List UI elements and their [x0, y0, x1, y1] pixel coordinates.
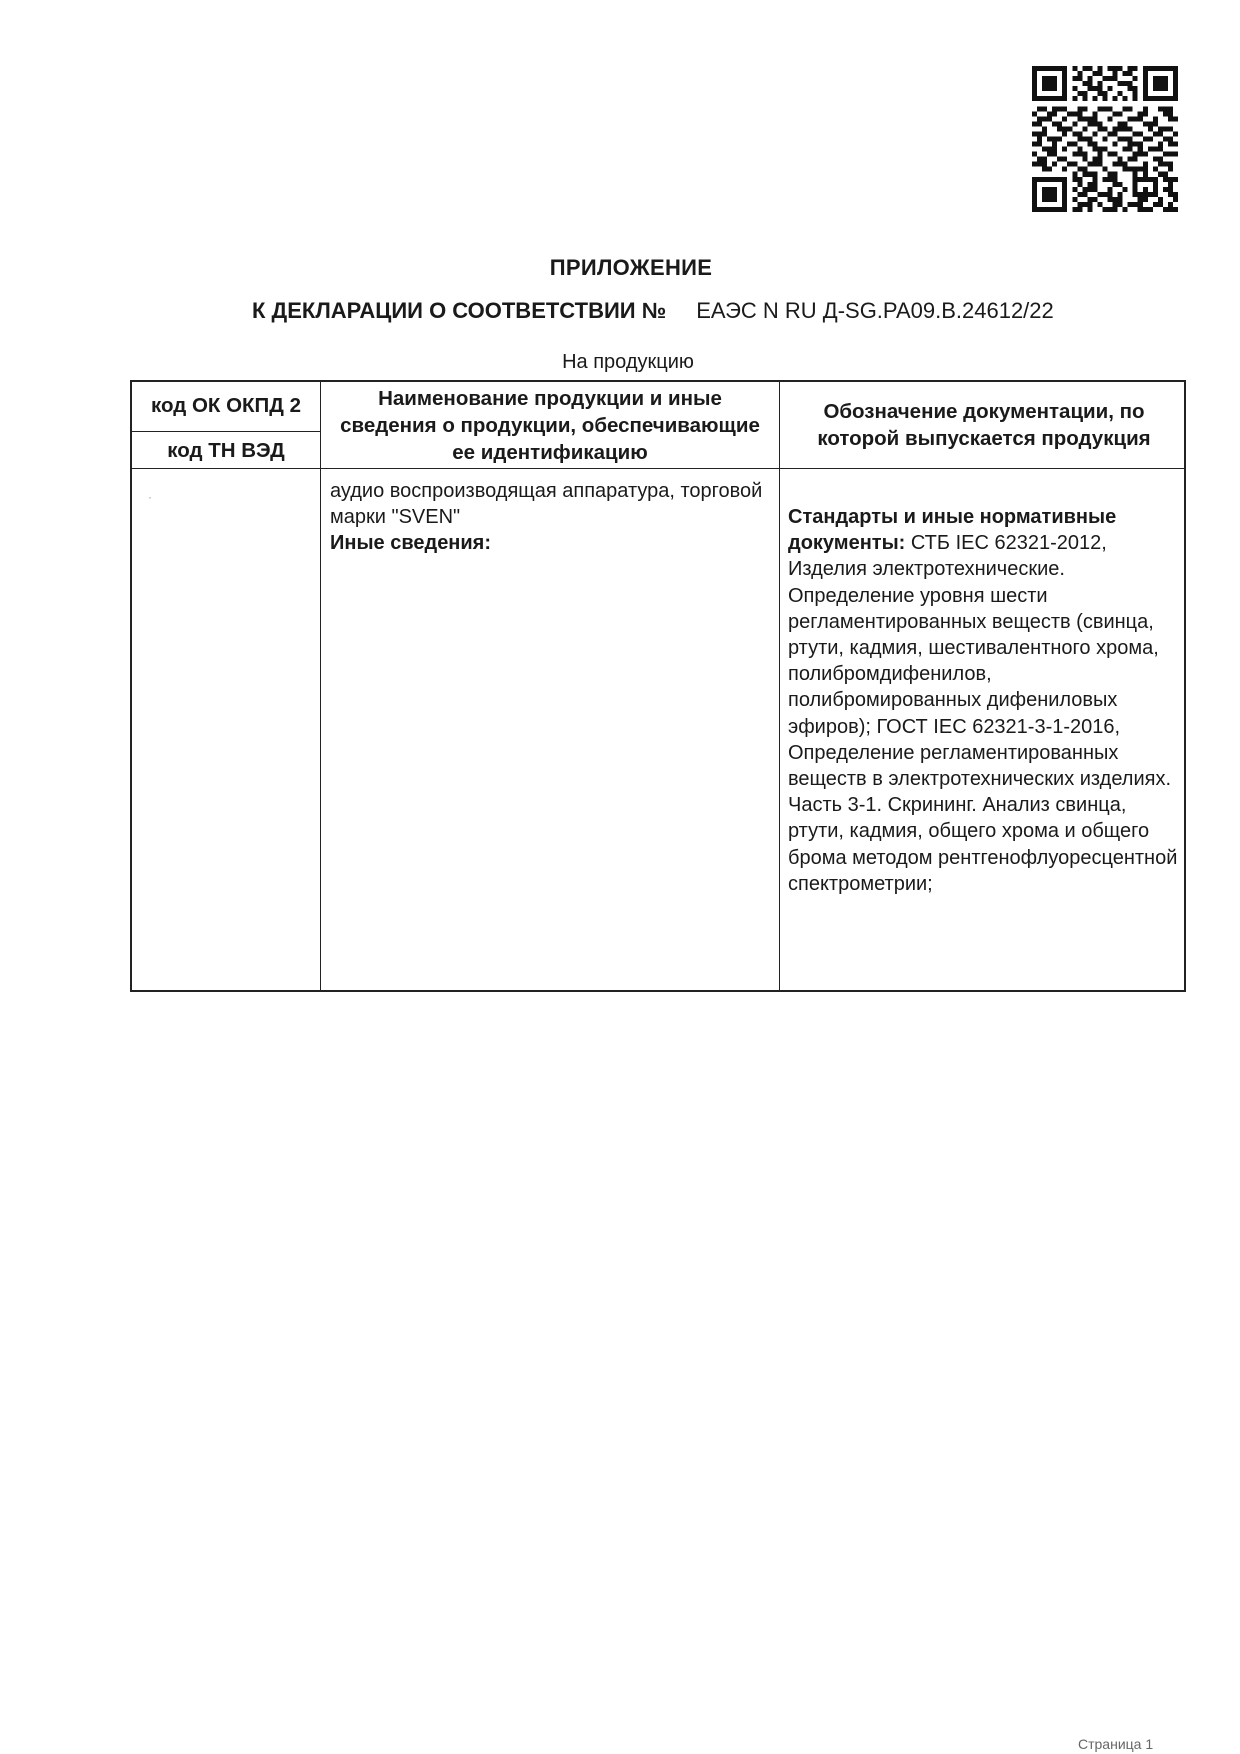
- table-divider: [132, 431, 320, 432]
- document-subtitle: На продукцию: [562, 351, 694, 373]
- row-code: ·: [148, 490, 152, 504]
- other-info-label: Иные сведения:: [330, 532, 492, 555]
- product-cell: [330, 478, 770, 557]
- declaration-label: К ДЕКЛАРАЦИИ О СООТВЕТСТВИИ №: [252, 298, 667, 323]
- declaration-number: ЕАЭС N RU Д-SG.PA09.B.24612/22: [696, 298, 1054, 323]
- header-documentation: Обозначение документации, по которой выпускается продукция: [817, 400, 1151, 450]
- product-table: [130, 380, 1186, 992]
- product-name: аудио воспроизводящая аппаратура, торговой марки "SVEN": [330, 480, 763, 529]
- qr-code-icon: [1032, 66, 1178, 212]
- standards-text: СТБ IEC 62321-2012, Изделия электротехнические. Определение уровня шести регламентированных веществ (свинца, ртути, кадмия, шестивалентного хрома, полибромдифенилов, полибромированных дифениловых эфиров); ГОСТ IEC 62321-3-1-2016, Определение регламентированных веществ в электротехнических изделиях. Часть 3-1. Скрининг. Анализ свинца, ртути, кадмия, общего хрома и общего брома методом рентгенофлуоресцентной спектрометрии;: [788, 532, 1178, 895]
- table-divider: [779, 382, 780, 990]
- document-title: ПРИЛОЖЕНИЕ: [549, 255, 713, 280]
- table-divider: [132, 468, 1184, 469]
- standards-label: Стандарты и иные нормативные документы:: [788, 506, 1117, 555]
- page-number: Страница 1: [1078, 1736, 1154, 1752]
- declaration-line: [252, 298, 1054, 324]
- header-tnved-code: код ТН ВЭД: [167, 439, 285, 462]
- header-okpd-code: код ОК ОКПД 2: [151, 394, 301, 417]
- standards-cell: [788, 504, 1184, 897]
- header-product-name: Наименование продукции и иные сведения о продукции, обеспечивающие ее идентификацию: [340, 387, 760, 464]
- table-divider: [320, 382, 321, 990]
